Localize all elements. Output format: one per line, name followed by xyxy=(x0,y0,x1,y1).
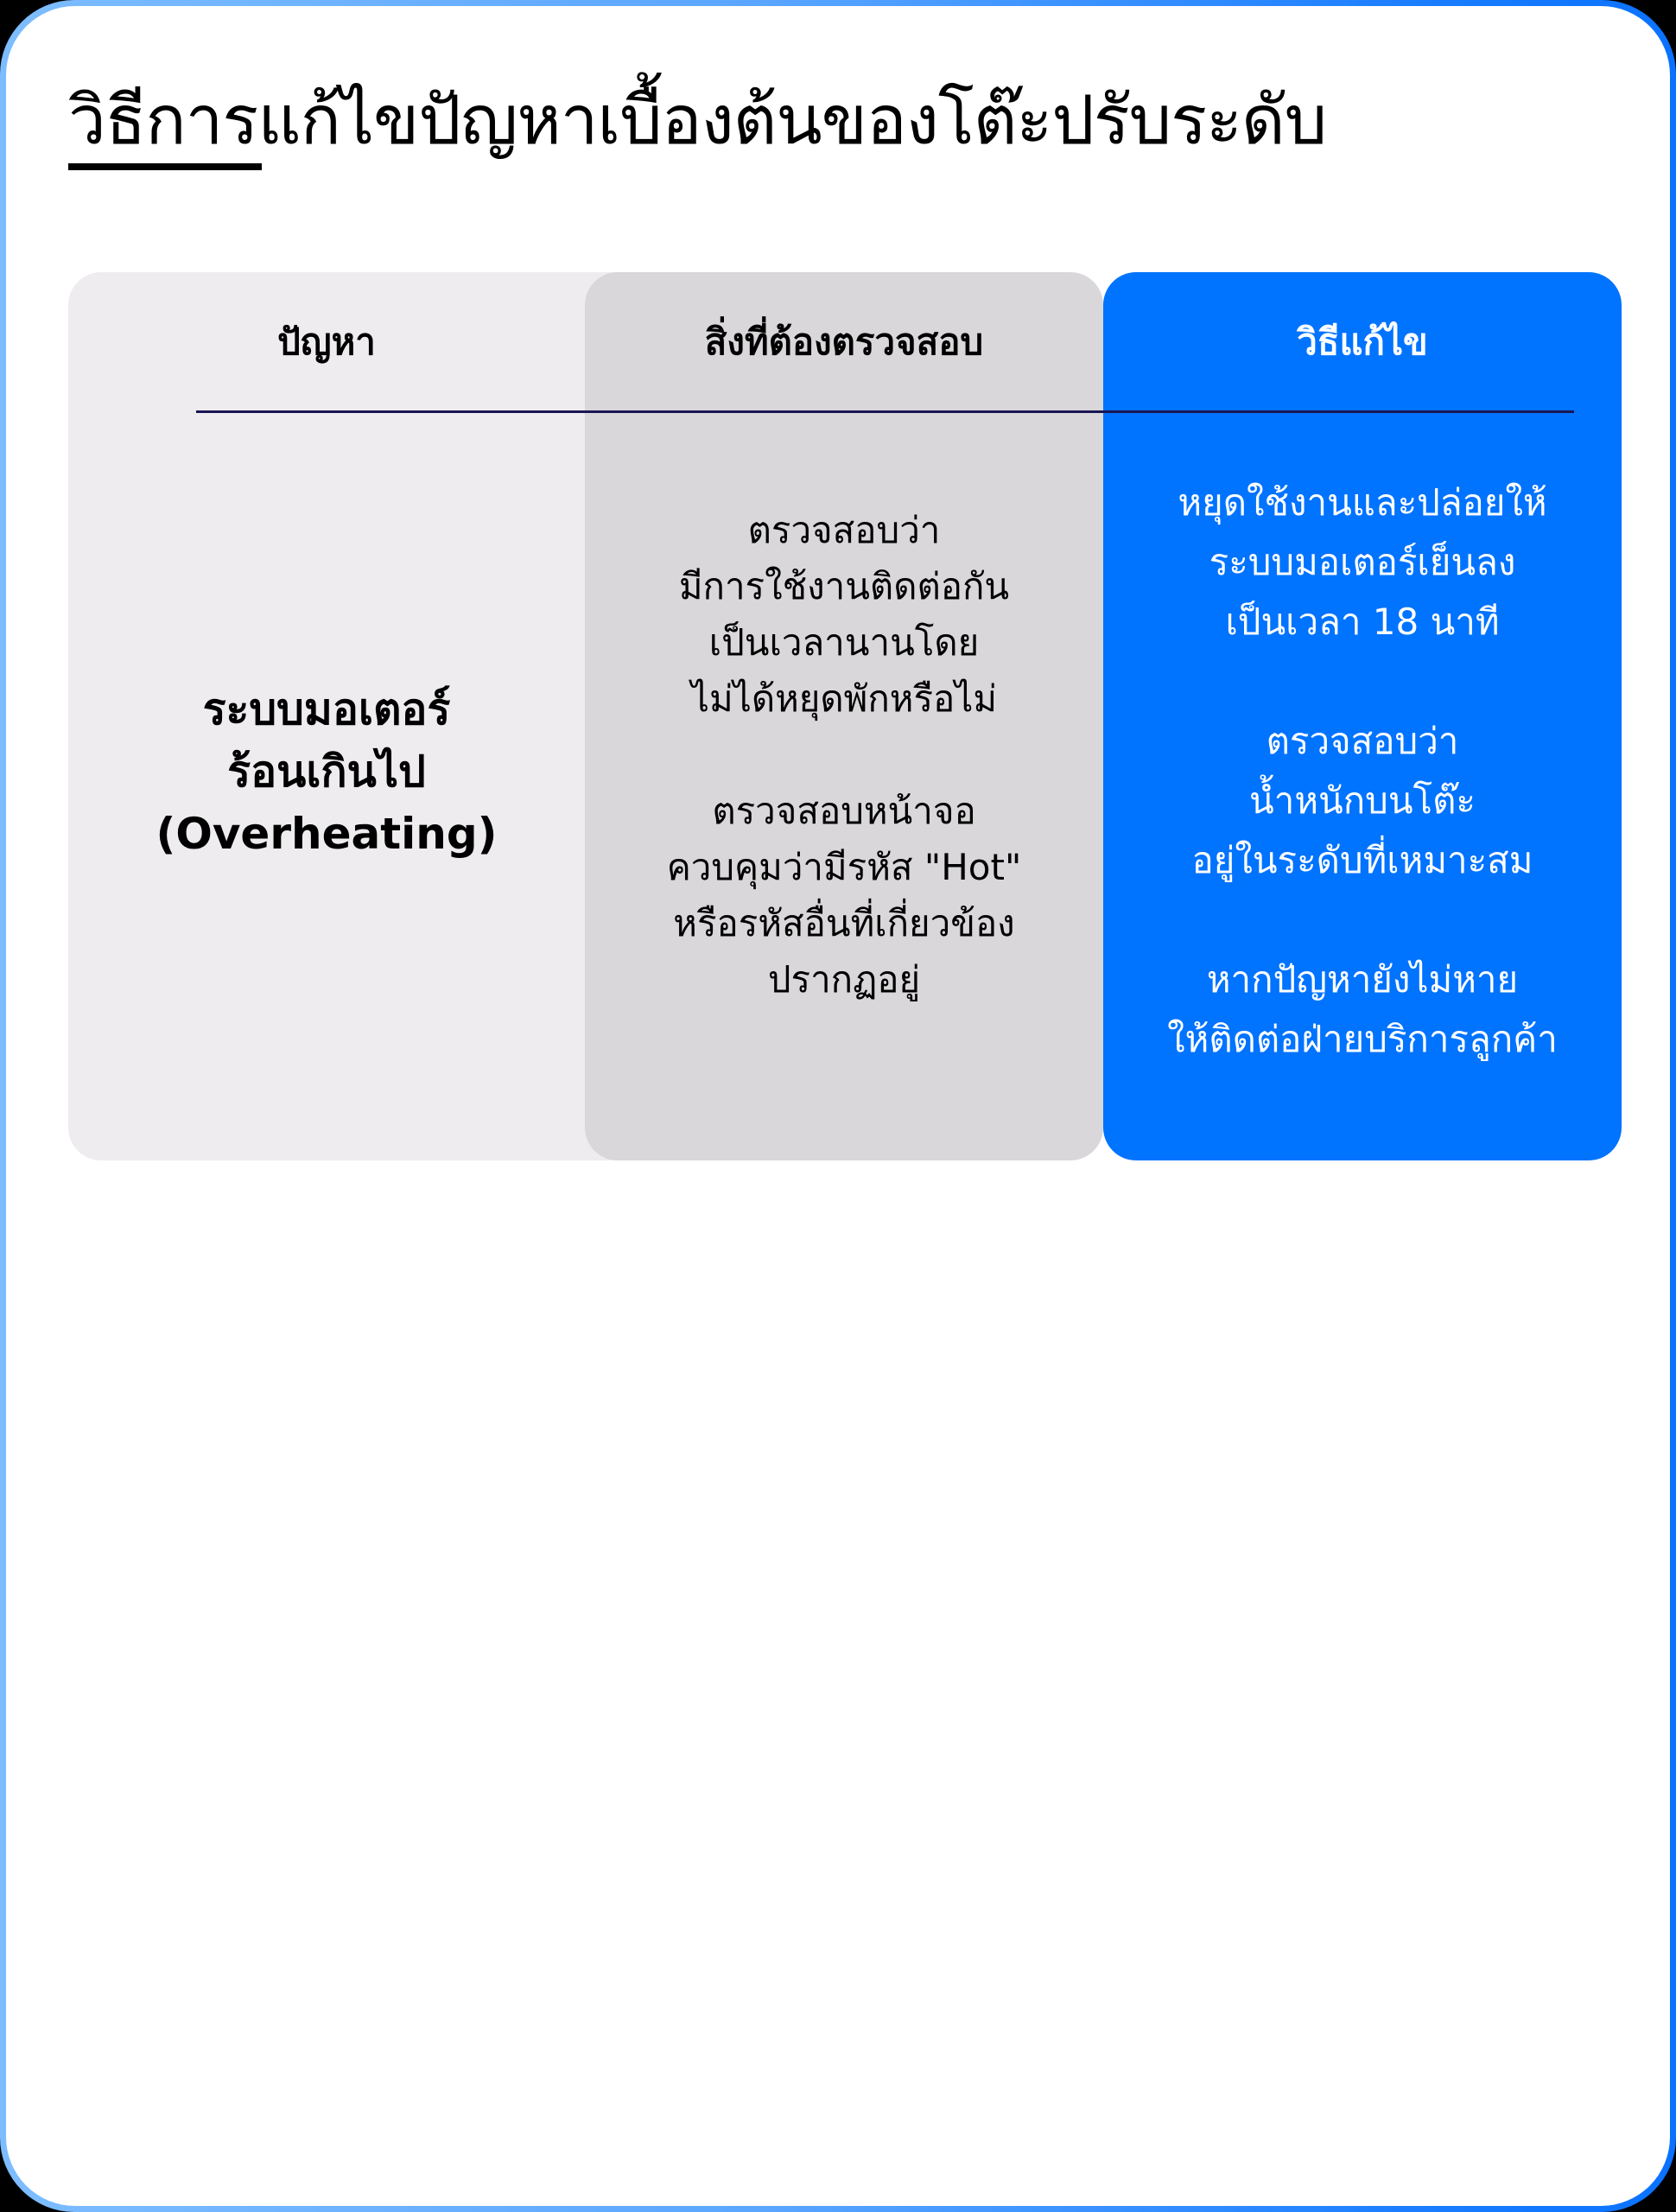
solution-line: ตรวจสอบว่า xyxy=(1266,720,1459,762)
check-line: ตรวจสอบว่า xyxy=(747,509,941,551)
problem-line: ร้อนเกินไป xyxy=(227,747,426,797)
troubleshooting-table xyxy=(68,272,1622,1160)
title-underline xyxy=(68,163,262,170)
header-check: สิ่งที่ต้องตรวจสอบ xyxy=(704,321,984,363)
check-line: ตรวจสอบหน้าจอ xyxy=(712,790,976,832)
check-paragraph-usage xyxy=(585,502,1103,727)
column-check xyxy=(585,272,1103,1160)
solution-line: หยุดใช้งานและปล่อยให้ xyxy=(1178,481,1547,524)
problem-line: ระบบมอเตอร์ xyxy=(202,684,451,734)
check-line: ไม่ได้หยุดพักหรือไม่ xyxy=(690,677,998,720)
solution-paragraph-contact xyxy=(1103,950,1622,1069)
check-paragraph-display xyxy=(585,783,1103,1007)
check-line: เป็นเวลานานโดย xyxy=(708,621,980,664)
solution-paragraph-weight xyxy=(1103,711,1622,890)
troubleshooting-card xyxy=(6,6,1670,2206)
solution-paragraph-cooldown xyxy=(1103,473,1622,652)
page-title: วิธีการแก้ไขปัญหาเบื้องต้นของโต๊ะปรับระดับ xyxy=(68,82,1327,160)
solution-cell xyxy=(1103,473,1622,1069)
solution-line: น้ำหนักบนโต๊ะ xyxy=(1249,779,1476,822)
solution-line: อยู่ในระดับที่เหมาะสม xyxy=(1191,839,1533,881)
column-solution xyxy=(1103,272,1622,1160)
check-line: มีการใช้งานติดต่อกัน xyxy=(678,565,1010,607)
problem-cell xyxy=(68,678,585,865)
solution-line: เป็นเวลา 18 นาที xyxy=(1225,601,1500,643)
header-divider xyxy=(196,410,1574,413)
check-line: ปรากฏอยู่ xyxy=(767,958,921,1001)
column-problem xyxy=(68,272,621,1160)
problem-line: (Overheating) xyxy=(156,809,498,859)
solution-line: ระบบมอเตอร์เย็นลง xyxy=(1209,541,1516,583)
header-problem: ปัญหา xyxy=(277,321,376,363)
solution-line: หากปัญหายังไม่หาย xyxy=(1206,958,1519,1001)
check-line: ควบคุมว่ามีรหัส "Hot" xyxy=(666,846,1022,888)
check-line: หรือรหัสอื่นที่เกี่ยวข้อง xyxy=(673,902,1015,944)
solution-line: ให้ติดต่อฝ่ายบริการลูกค้า xyxy=(1167,1018,1558,1060)
header-solution: วิธีแก้ไข xyxy=(1297,321,1428,363)
check-cell xyxy=(585,502,1103,1007)
